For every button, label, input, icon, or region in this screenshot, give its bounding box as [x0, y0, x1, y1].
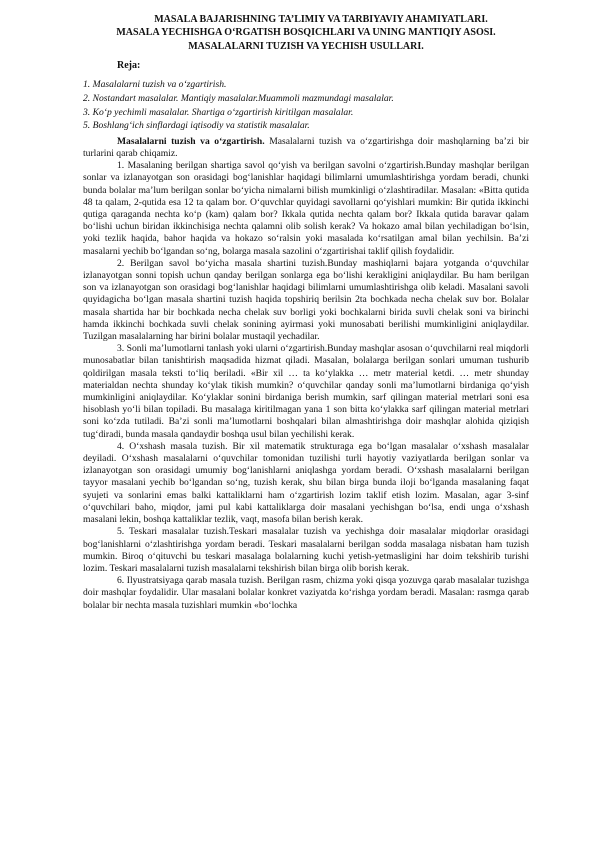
- plan-item: 2. Nostandart masalalar. Mantiqiy masalalar.Muammoli mazmundagi masalalar.: [83, 93, 394, 105]
- document-title-line-3: MASALALARNI TUZISH VA YECHISH USULLARI.: [188, 40, 424, 52]
- body-paragraph-3: 3. Sonli ma’lumotlarni tanlash yoki ularni o‘zgartirish.Bunday mashqlar asosan o‘quvchilarni real miqdorli munosabatlar bilan tanishtirish maqsadida hizmat qiladi. Masalan, bolalarga berilgan sonlari umuman tushurib qoldirilgan masala teksti to‘liq beriladi. «Bir xil … ta ko‘ylakka … metr material ketdi. … metr shunday materialdan nechta shunday ko‘ylak tikish mumkin? o‘quvchilar qanday sonli ma’lumotlarni birdaniga qo‘yish mumkinligini aniqlaydilar. Ko‘ylaklar sonini birdaniga berish mumkin, sarf qilingan material metrlari soni esa hisoblash yo‘li bilan topiladi. Bu masalaga kiritilmagan yana 1 son bitta ko‘ylakka sarf qilingan material metrlari soni ko‘zda tutiladi. Ba’zi sonli ma’lumotlarni boshqalari bilan almashtirishga doir mashqlar alohida qiziqish tug‘diradi, bunda masala qandaydir boshqa usul bilan yechilishi kerak.: [83, 343, 529, 440]
- body-paragraph-6: 6. Ilyustratsiyaga qarab masala tuzish. Berilgan rasm, chizma yoki qisqa yozuvga qarab masalalar tuzishga doir mashqlar foydalidir. Ular masalani bolalar konkret vaziyatda ko‘rishga yordam beradi. Masalan: rasmga qarab bolalar bir nechta masala tuzishlari mumkin «bo‘lochka: [83, 575, 529, 611]
- body-paragraph-5: 5. Teskari masalalar tuzish.Teskari masalalar tuzish va yechishga doir masalalar miqdorlar orasidagi bog‘lanishlarni o‘zlashtirishga yordam beradi. Teskari masalalarni berilgan sodda masalaga nisbatan ham tuzish mumkin. Biroq o‘qituvchi bu teskari masalaga bolalarning kuchi yetish-yetmasligini har doim tekshirib turishi lozim. Teskari masalalarni tuzish masalalarni tekshirish bilan birga olib borish kerak.: [83, 526, 529, 574]
- body-paragraph-4: 4. O‘xshash masala tuzish. Bir xil matematik strukturaga ega bo‘lgan masalalar o‘xshash masalalar deyiladi. O‘xshash masalalarni o‘quvchilar tomonidan tuzilishi turli hayotiy vaziyatlarda berilgan sonlar va izlanayotgan son orasidagi umumiy bog‘lanishlarni aniqlashga yordam beradi. O‘xshash masalalarni berilgan tayyor masalani yechib bo‘lgandan so‘ng, tuzish kerak, shu bilan birga bunda iloji bo‘lganda masalaning faqat syujeti va sonlarini emas balki kattaliklarni ham o‘zgartirish lozim taklif etish lozim. Masalan, agar 3-sinf o‘quvchilari baho, miqdor, jami pul kabi kattaliklarga doir masalani yechishgan bo‘lsa, endi unga o‘xshash masalani lekin, boshqa kattaliklar tezlik, vaqt, masofa bilan berish kerak.: [83, 440, 529, 526]
- document-title-line-2: MASALA YECHISHGA O‘RGATISH BOSQICHLARI VA UNING MANTIQIY ASOSI.: [116, 27, 496, 39]
- document-title-line-1: MASALA BAJARISHNING TA’LIMIY VA TARBIYAVIY AHAMIYATLARI.: [154, 14, 488, 25]
- intro-text: Masalalarni tuzish va o‘zgartirishga doir mashqlarning ba’zi bir turlarini qarab chiqamiz.: [83, 135, 529, 159]
- plan-list: [83, 78, 529, 132]
- section-heading: Masalalarni tuzish va o‘zgartirish.: [117, 135, 265, 147]
- plan-item: 5. Boshlang‘ich sinflardagi iqtisodiy va statistik masalalar.: [83, 120, 310, 132]
- intro-paragraph: [83, 136, 529, 160]
- plan-item: 3. Ko‘p yechimli masalalar. Shartiga o‘zgartirish kiritilgan masalalar.: [83, 106, 354, 118]
- plan-heading: Reja:: [117, 60, 141, 72]
- plan-item: 1. Masalalarni tuzish va o‘zgartirish.: [83, 79, 227, 91]
- document-page: [83, 13, 529, 612]
- body-paragraph-2: 2. Berilgan savol bo‘yicha masala shartini tuzish.Bunday mashiqlarni bajara yotganda o‘quvchilar izlanayotgan sonni topish uchun qanday berilgan sonlarga ega bo‘lishi kerakligini aniqlaydilar. Bu ham berilgan son va izlanayotgan son orasidagi bog‘lanishlar haqidagi bilimlarni umumlashtirishga olib keladi. Masalani savoli quyidagicha bo‘lgan masala shartini tuzish haqida topshiriq berilsin 2ta bochkada necha chelak suv bor. Bolalar masala shartida har bir bochkada necha chelak suv borligi yoki bochkalarni birida suvli chelak soni va birinchi hamda ikkinchi bochkada suvli chelak sonining ayirmasi yoki munosabati berilishi mumkinligini aniqlaydilar. Tuzilgan masalalarning har birini bolalar mustaqil yechadilar.: [83, 257, 529, 343]
- body-paragraph-1: 1. Masalaning berilgan shartiga savol qo‘yish va berilgan savolni o‘zgartirish.Bunday mashqlar berilgan sonlar va izlanayotgan son orasidagi bog‘lanishlar haqidagi bilimlarni umumlashtirishga yordam beradi, chunki bunda bolalar ma’lum berilgan sonlar bo‘yicha nimalarni bilish mumkinligi o‘zlashtiradilar. Masalan: «Bitta qutida 48 ta qalam, 2-qutida esa 12 ta qalam bor. O‘quvchlar quyidagi savollarni qo‘yishlari mumkin: Bir qutida ikkinchi qutiga qaraganda nechta ko‘p (kam) qalam bor? Ikkala qutida nechta qalam bor? Ikkala qutida baravar qalam bo‘lishi uchun biridan ikkinchisiga nechta qalamni olib solish kerak? Va hokazo amal bilan yechiladigan bo‘lsin, yoki tezlik haqida, bahor haqida va hokazo so‘ralsin yoki masalada ko‘rsatilgan amal bilan yechilsin. Ba’zi masalarni yechib bo‘lgandan so‘ng, bolarga masala sazolini o‘zgartirishai taklif qilish foydalidir.: [83, 160, 529, 257]
